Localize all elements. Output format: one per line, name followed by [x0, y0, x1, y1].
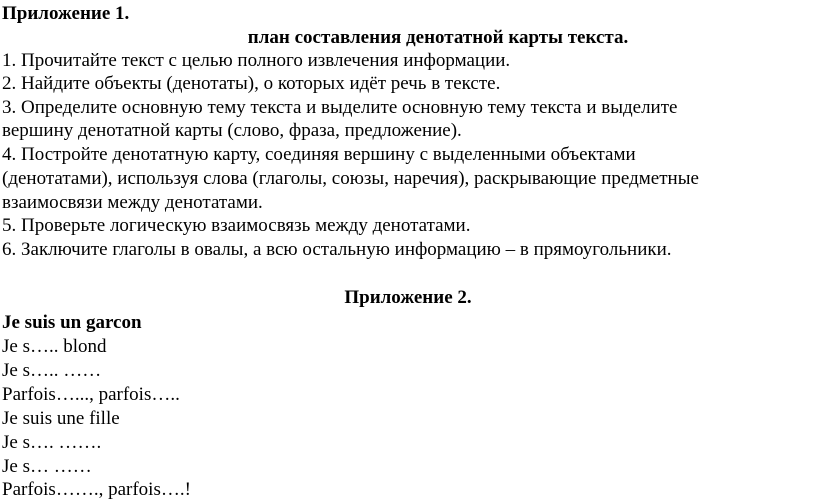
appendix1-heading: Приложение 1. [2, 3, 130, 24]
appendix2-heading: Приложение 2. [344, 287, 472, 308]
appendix1-line: 6. Заключите глаголы в овалы, а всю остальную информацию – в прямоугольники. [2, 239, 672, 260]
appendix2-line: Je s….. …… [2, 360, 102, 381]
appendix2-line: Je s… …… [2, 456, 92, 477]
appendix1-line: 1. Прочитайте текст с целью полного извлечения информации. [2, 50, 511, 71]
appendix2-line: Je suis une fille [2, 408, 120, 429]
appendix2-line: Parfois……., parfois….! [2, 479, 191, 500]
appendix1-line: 5. Проверьте логическую взаимосвязь между денотатами. [2, 215, 471, 236]
appendix1-title: план составления денотатной карты текста. [247, 27, 629, 48]
appendix2-line: Je s….. blond [2, 336, 107, 357]
appendix1-line: 4. Постройте денотатную карту, соединяя вершину с выделенными объектами [2, 144, 636, 165]
appendix2-line: Parfois…..., parfois….. [2, 384, 180, 405]
appendix1-line: 2. Найдите объекты (денотаты), о которых идёт речь в тексте. [2, 73, 501, 94]
appendix1-line: 3. Определите основную тему текста и выделите основную тему текста и выделите [2, 97, 678, 118]
appendix2-line: Je s…. ……. [2, 432, 102, 453]
appendix1-line: взаимосвязи между денотатами. [2, 192, 263, 213]
appendix2-subtitle: Je suis un garcon [2, 312, 142, 333]
appendix1-line: (денотатами), используя слова (глаголы, союзы, наречия), раскрывающие предметные [2, 168, 699, 189]
appendix1-line: вершину денотатной карты (слово, фраза, предложение). [2, 120, 462, 141]
